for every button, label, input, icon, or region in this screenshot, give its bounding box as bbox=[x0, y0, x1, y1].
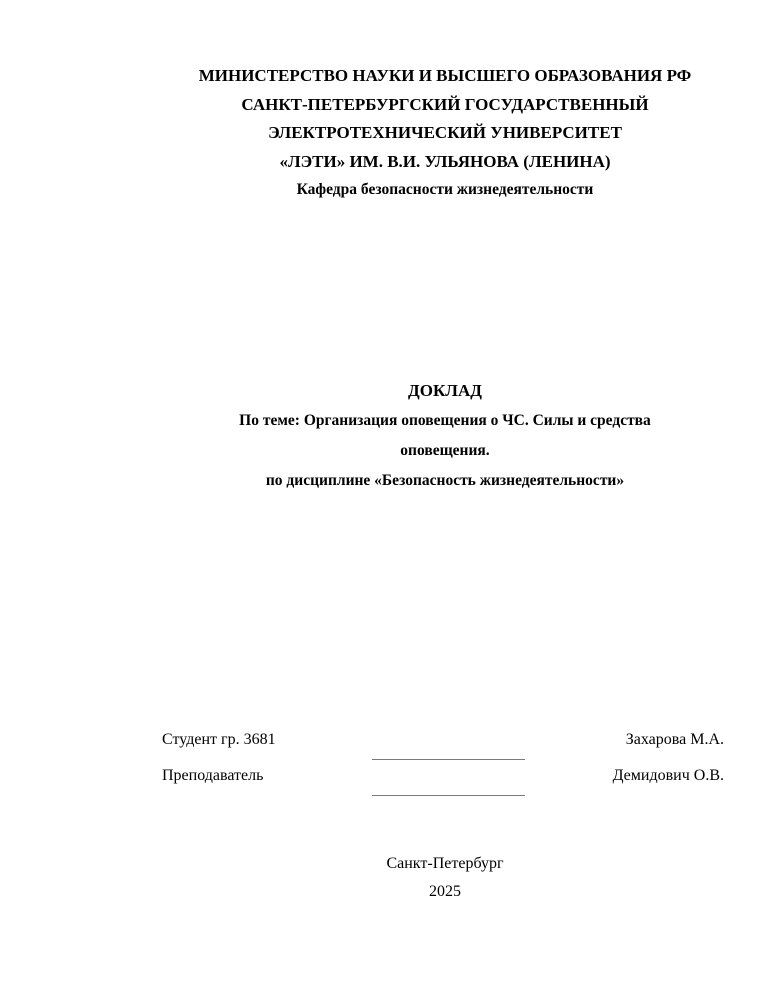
header-block bbox=[100, 62, 768, 205]
university-name-line-3: «ЛЭТИ» ИМ. В.И. УЛЬЯНОВА (ЛЕНИНА) bbox=[279, 151, 611, 171]
ministry-name: МИНИСТЕРСТВО НАУКИ И ВЫСШЕГО ОБРАЗОВАНИЯ РФ bbox=[198, 66, 692, 85]
topic-line-2: оповещения. bbox=[400, 442, 490, 459]
student-role-label: Студент гр. 3681 bbox=[162, 731, 276, 748]
teacher-signature-line bbox=[372, 795, 525, 796]
footer-block bbox=[100, 850, 768, 906]
student-signature-line bbox=[372, 759, 525, 760]
teacher-name: Демидович О.В. bbox=[612, 767, 724, 784]
signature-row-teacher bbox=[162, 767, 724, 791]
title-block bbox=[100, 376, 768, 496]
department-name: Кафедра безопасности жизнедеятельности bbox=[296, 181, 594, 198]
university-name-line-1: САНКТ-ПЕТЕРБУРГСКИЙ ГОСУДАРСТВЕННЫЙ bbox=[241, 94, 649, 114]
topic-line-1: По теме: Организация оповещения о ЧС. Силы и средства bbox=[239, 412, 651, 429]
student-name: Захарова М.А. bbox=[625, 731, 724, 748]
teacher-role-label: Преподаватель bbox=[162, 767, 264, 784]
university-name-line-2: ЭЛЕКТРОТЕХНИЧЕСКИЙ УНИВЕРСИТЕТ bbox=[268, 123, 622, 142]
signature-row-student bbox=[162, 731, 724, 755]
city-name: Санкт-Петербург bbox=[386, 855, 504, 872]
document-type: ДОКЛАД bbox=[408, 381, 482, 400]
year: 2025 bbox=[429, 883, 461, 900]
subject-line: по дисциплине «Безопасность жизнедеятельности» bbox=[265, 472, 625, 489]
